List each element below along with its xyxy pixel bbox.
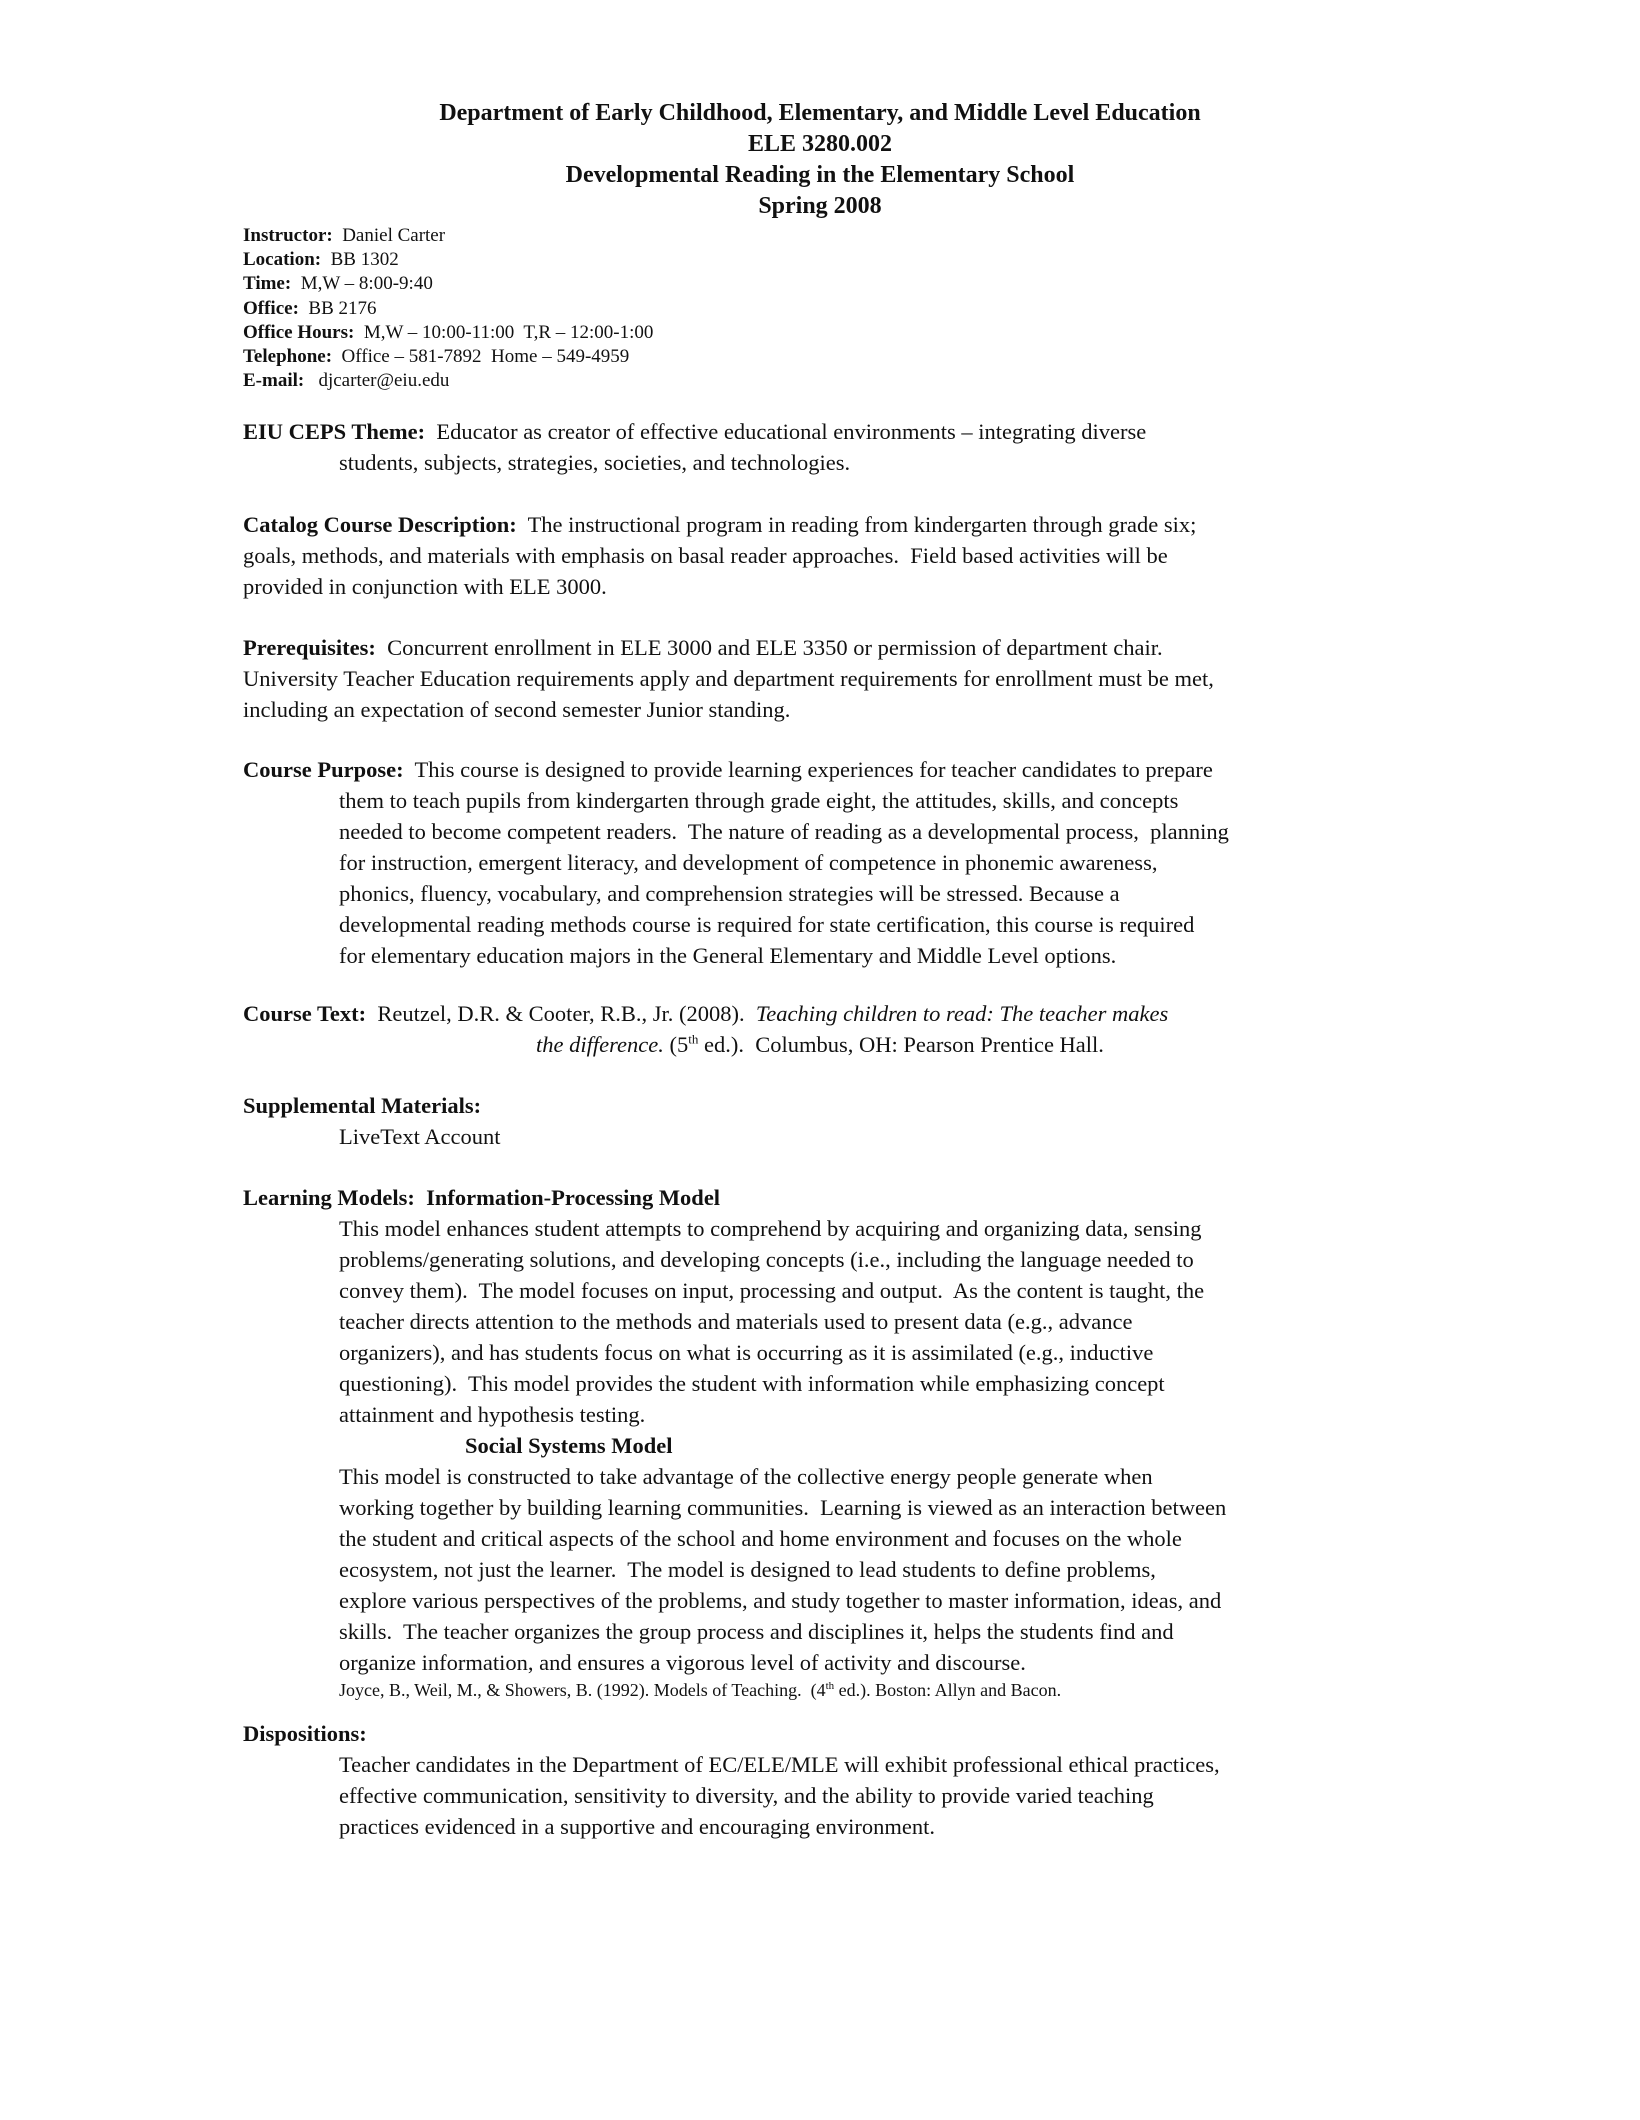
course-text-edition-open: (5 <box>669 1032 689 1057</box>
dispositions-line: practices evidenced in a supportive and encouraging environment. <box>339 1814 936 1839</box>
model-1-line: teacher directs attention to the methods and materials used to present data (e.g., advance <box>339 1309 1133 1334</box>
catalog-line-2: goals, methods, and materials with emphasis on basal reader approaches. Field based activities will be <box>243 543 1168 568</box>
supplemental-section <box>243 1090 1403 1152</box>
instructor-info <box>243 224 653 393</box>
location-value: BB 1302 <box>330 249 399 271</box>
model-2-line: the student and critical aspects of the school and home environment and focuses on the whole <box>339 1526 1182 1551</box>
model-1-line: problems/generating solutions, and developing concepts (i.e., including the language needed to <box>339 1247 1194 1272</box>
purpose-section <box>243 754 1403 971</box>
dispositions-label: Dispositions: <box>243 1721 367 1746</box>
purpose-line: needed to become competent readers. The nature of reading as a developmental process, planning <box>339 819 1229 844</box>
course-text-section <box>243 998 1403 1060</box>
dispositions-section <box>243 1718 1403 1842</box>
prerequisites-section <box>243 632 1403 725</box>
office-hours-label: Office Hours: <box>243 321 355 343</box>
model-1-line: organizers), and has students focus on what is occurring as it is assimilated (e.g., inductive <box>339 1340 1154 1365</box>
email-label: E-mail: <box>243 370 305 392</box>
location-row <box>243 248 653 272</box>
office-value: BB 2176 <box>308 297 377 319</box>
instructor-value: Daniel Carter <box>342 225 446 246</box>
course-text-edition-sup: th <box>688 1031 699 1047</box>
telephone-label: Telephone: <box>243 346 333 368</box>
office-hours-value: M,W – 10:00-11:00 T,R – 12:00-1:00 <box>363 321 654 343</box>
theme-line-2: students, subjects, strategies, societies, and technologies. <box>339 450 851 475</box>
theme-section <box>243 416 1403 478</box>
model-2-line: This model is constructed to take advantage of the collective energy people generate when <box>339 1464 1153 1489</box>
term: Spring 2008 <box>758 193 882 219</box>
course-title: Developmental Reading in the Elementary School <box>565 162 1075 188</box>
catalog-line-1: The instructional program in reading from kindergarten through grade six; <box>527 512 1197 537</box>
course-number: ELE 3280.002 <box>747 131 893 157</box>
course-text-edition-close: ed.). Columbus, OH: Pearson Prentice Hall. <box>703 1032 1104 1057</box>
model-2-line: working together by building learning communities. Learning is viewed as an interaction between <box>339 1495 1227 1520</box>
catalog-label: Catalog Course Description: <box>243 512 517 537</box>
model-2-line: organize information, and ensures a vigorous level of activity and discourse. <box>339 1650 1026 1675</box>
course-text-authors: Reutzel, D.R. & Cooter, R.B., Jr. (2008). <box>377 1001 745 1026</box>
model-2-line: ecosystem, not just the learner. The model is designed to lead students to define problems, <box>339 1557 1156 1582</box>
supplemental-item: LiveText Account <box>339 1124 501 1149</box>
purpose-label: Course Purpose: <box>243 757 404 782</box>
office-label: Office: <box>243 297 299 319</box>
catalog-line-3: provided in conjunction with ELE 3000. <box>243 574 607 599</box>
email-value: djcarter@eiu.edu <box>318 370 450 392</box>
model-1-line: convey them). The model focuses on input, processing and output. As the content is taught, the <box>339 1278 1205 1303</box>
telephone-row <box>243 345 653 369</box>
model-2-title: Social Systems Model <box>465 1433 673 1458</box>
instructor-label: Instructor: <box>243 225 333 246</box>
ref-part-2: ed.). Boston: Allyn and Bacon. <box>838 1680 1062 1700</box>
models-reference <box>243 1678 1403 1702</box>
document-header <box>0 98 1640 222</box>
ref-part-1: Joyce, B., Weil, M., & Showers, B. (1992). Models of Teaching. (4 <box>339 1680 826 1700</box>
course-text-label: Course Text: <box>243 1001 367 1026</box>
telephone-value: Office – 581-7892 Home – 549-4959 <box>341 346 630 368</box>
time-label: Time: <box>243 273 292 295</box>
ref-sup: th <box>825 1680 835 1692</box>
course-text-title-part-1: Teaching children to read: The teacher makes <box>755 1001 1169 1026</box>
office-row <box>243 297 653 321</box>
purpose-line-1: This course is designed to provide learning experiences for teacher candidates to prepare <box>414 757 1213 782</box>
office-hours-row <box>243 321 653 345</box>
model-1-line: attainment and hypothesis testing. <box>339 1402 646 1427</box>
course-text-title-part-2: the difference. <box>536 1032 664 1057</box>
model-1-line: questioning). This model provides the student with information while emphasizing concept <box>339 1371 1165 1396</box>
model-1-line: This model enhances student attempts to comprehend by acquiring and organizing data, sensing <box>339 1216 1202 1241</box>
prereq-line-3: including an expectation of second semester Junior standing. <box>243 697 791 722</box>
supplemental-label: Supplemental Materials: <box>243 1093 482 1118</box>
theme-line-1: Educator as creator of effective educational environments – integrating diverse <box>436 419 1147 444</box>
time-value: M,W – 8:00-9:40 <box>300 273 433 295</box>
purpose-line: for elementary education majors in the General Elementary and Middle Level options. <box>339 943 1117 968</box>
dispositions-line: effective communication, sensitivity to diversity, and the ability to provide varied teaching <box>339 1783 1154 1808</box>
prereq-line-2: University Teacher Education requirements apply and department requirements for enrollment must be met, <box>243 666 1214 691</box>
models-label: Learning Models: <box>243 1185 415 1210</box>
email-row <box>243 369 653 393</box>
model-2-line: explore various perspectives of the problems, and study together to master information, ideas, and <box>339 1588 1222 1613</box>
theme-label: EIU CEPS Theme: <box>243 419 426 444</box>
learning-models-section <box>243 1182 1403 1702</box>
department-title: Department of Early Childhood, Elementary, and Middle Level Education <box>439 100 1201 126</box>
dispositions-line: Teacher candidates in the Department of EC/ELE/MLE will exhibit professional ethical practices, <box>339 1752 1220 1777</box>
model-1-title: Information-Processing Model <box>426 1185 721 1210</box>
purpose-line: them to teach pupils from kindergarten through grade eight, the attitudes, skills, and concepts <box>339 788 1179 813</box>
purpose-line: for instruction, emergent literacy, and development of competence in phonemic awareness, <box>339 850 1158 875</box>
instructor-row <box>243 224 653 248</box>
purpose-line: phonics, fluency, vocabulary, and comprehension strategies will be stressed. Because a <box>339 881 1120 906</box>
prereq-line-1: Concurrent enrollment in ELE 3000 and ELE 3350 or permission of department chair. <box>387 635 1163 660</box>
time-row <box>243 272 653 296</box>
catalog-section <box>243 509 1403 602</box>
prereq-label: Prerequisites: <box>243 635 376 660</box>
purpose-line: developmental reading methods course is required for state certification, this course is required <box>339 912 1195 937</box>
model-2-line: skills. The teacher organizes the group process and disciplines it, helps the students find and <box>339 1619 1174 1644</box>
location-label: Location: <box>243 249 322 271</box>
